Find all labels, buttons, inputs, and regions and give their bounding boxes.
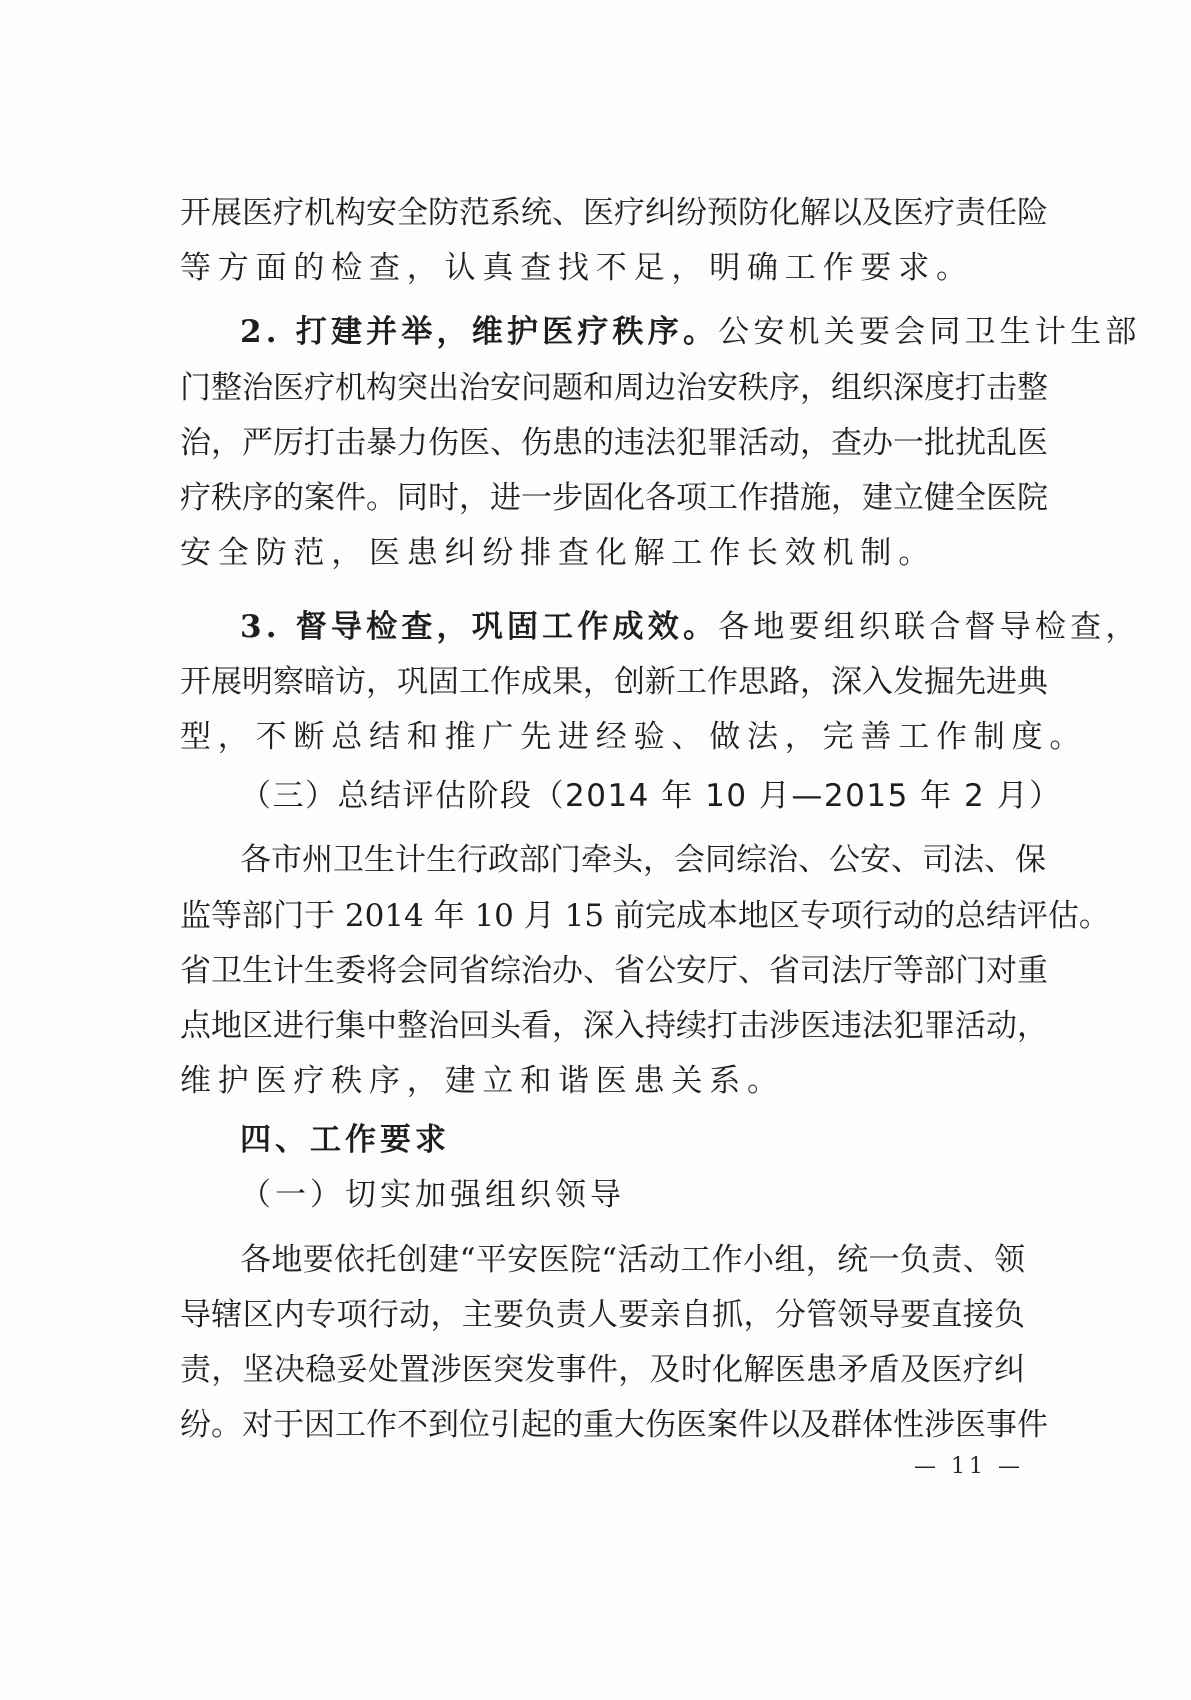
item-2-line-4: 安全防范，医患纠纷排查化解工作长效机制。	[180, 535, 936, 571]
item-3-first-line	[240, 607, 1141, 647]
section-4-line-3: 纷。对于因工作不到位引起的重大伤医案件以及群体性涉医事件	[180, 1407, 1048, 1443]
item-3-title: 3. 督导检查，巩固工作成效。	[240, 609, 719, 645]
section-4-line-1: 导辖区内专项行动，主要负责人要亲自抓，分管领导要直接负	[180, 1297, 1025, 1333]
item-2-first-line	[240, 312, 1141, 352]
body-line-2: 等方面的检查，认真查找不足，明确工作要求。	[180, 250, 974, 286]
item-3-line-1: 开展明察暗访，巩固工作成果，创新工作思路，深入发掘先进典	[180, 664, 1048, 700]
stage-3-heading: （三）总结评估阶段（2014 年 10 月—2015 年 2 月）	[240, 778, 1062, 814]
section-4-line-2: 责，坚决稳妥处置涉医突发事件，及时化解医患矛盾及医疗纠	[180, 1352, 1025, 1388]
stage-3-first-line: 各市州卫生计生行政部门牵头，会同综治、公安、司法、保	[240, 842, 1046, 878]
item-3-first-line-rest: 各地要组织联合督导检查，	[718, 609, 1141, 645]
item-2-line-1: 门整治医疗机构突出治安问题和周边治安秩序，组织深度打击整	[180, 370, 1048, 406]
item-2-line-3: 疗秩序的案件。同时，进一步固化各项工作措施，建立健全医院	[180, 480, 1048, 516]
stage-3-line-2: 省卫生计生委将会同省综治办、省公安厅、省司法厅等部门对重	[180, 953, 1048, 989]
stage-3-line-3: 点地区进行集中整治回头看，深入持续打击涉医违法犯罪活动，	[180, 1008, 1048, 1044]
item-2-title: 2. 打建并举，维护医疗秩序。	[240, 314, 719, 350]
section-4-first-line: 各地要依托创建“平安医院“活动工作小组，统一负责、领	[240, 1242, 1025, 1278]
stage-3-line-1: 监等部门于 2014 年 10 月 15 前完成本地区专项行动的总结评估。	[180, 898, 1110, 934]
item-2-first-line-rest: 公安机关要会同卫生计生部	[718, 314, 1141, 350]
body-line-1: 开展医疗机构安全防范系统、医疗纠纷预防化解以及医疗责任险	[180, 195, 1048, 231]
section-4-sub-1-heading: （一）切实加强组织领导	[240, 1177, 625, 1213]
section-4-heading: 四、工作要求	[240, 1122, 450, 1158]
item-3-line-2: 型，不断总结和推广先进经验、做法，完善工作制度。	[180, 719, 1088, 755]
stage-3-line-4: 维护医疗秩序，建立和谐医患关系。	[180, 1063, 785, 1099]
item-2-line-2: 治，严厉打击暴力伤医、伤患的违法犯罪活动，查办一批扰乱医	[180, 425, 1048, 461]
page-number: — 11 —	[914, 1454, 1024, 1479]
